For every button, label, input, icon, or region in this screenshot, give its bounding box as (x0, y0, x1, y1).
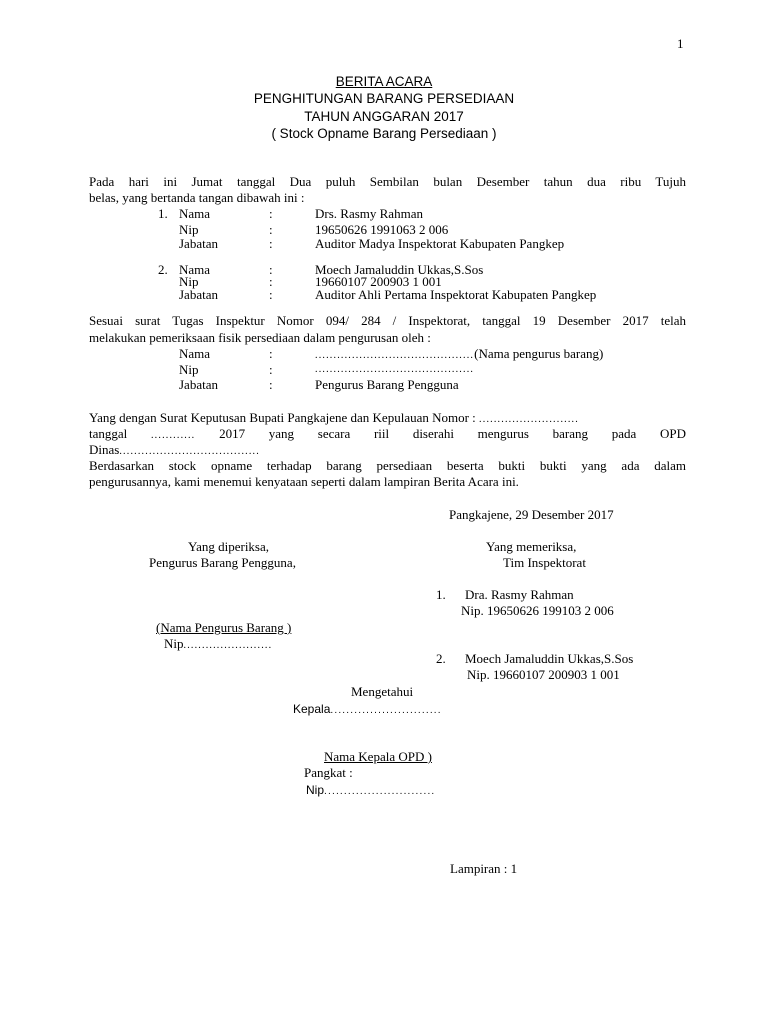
jabatan-label: Jabatan (179, 287, 218, 302)
official-jabatan: Auditor Madya Inspektorat Kabupaten Pangkep (315, 236, 565, 251)
pengurus-nip: Nip........................ (164, 636, 273, 651)
colon: : (269, 236, 273, 251)
member-name: Dra. Rasmy Rahman (465, 587, 574, 602)
kepala-nip: Nip............................ (306, 783, 436, 797)
memeriksa-title: Yang memeriksa, (486, 539, 577, 554)
colon: : (269, 274, 273, 289)
official-nip: 19660107 200903 1 001 (315, 274, 442, 289)
colon: : (269, 222, 273, 237)
doc-stock-opname: ( Stock Opname Barang Persediaan ) (271, 126, 497, 141)
official-jabatan: Auditor Ahli Pertama Inspektorat Kabupaten Pangkep (315, 287, 597, 302)
lampiran: Lampiran : 1 (450, 861, 518, 876)
member-nip: Nip. 19650626 199103 2 006 (461, 603, 614, 618)
colon: : (269, 377, 273, 392)
jabatan-label: Jabatan (179, 236, 218, 251)
pengurus-name-field: ...........................................(Nama pengurus barang) (315, 346, 604, 361)
colon: : (269, 262, 273, 277)
nama-label: Nama (179, 262, 211, 277)
official-nip: 19650626 1991063 2 006 (315, 222, 449, 237)
member-number: 1. (436, 587, 446, 602)
intro-line-2: belas, yang bertanda tangan dibawah ini : (89, 190, 305, 205)
official-name: Moech Jamaluddin Ukkas,S.Sos (315, 262, 484, 277)
diperiksa-role: Pengurus Barang Pengguna, (149, 555, 296, 570)
nama-label: Nama (179, 346, 211, 361)
nip-label: Nip (179, 362, 199, 377)
memeriksa-role: Tim Inspektorat (503, 555, 586, 570)
nama-label: Nama (179, 206, 211, 221)
kepala-pangkat: Pangkat : (304, 765, 353, 780)
stock-line-2: pengurusannya, kami menemui kenyataan seperti dalam lampiran Berita Acara ini. (89, 474, 519, 489)
sk-line-1: Yang dengan Surat Keputusan Bupati Pangkajene dan Kepulauan Nomor : ........................... (89, 410, 579, 425)
intro-line-1: Pada hari ini Jumat tanggal Dua puluh Sembilan bulan Desember tahun dua ribu Tujuh (89, 174, 686, 189)
sk-line-2: tanggal ............ 2017 yang secara riil diserahi mengurus barang pada OPD (89, 426, 686, 441)
jabatan-label: Jabatan (179, 377, 218, 392)
sk-line-3: Dinas...................................... (89, 442, 260, 457)
colon: : (269, 287, 273, 302)
pengurus-nip-field: ........................................... (315, 364, 475, 375)
pengurus-jabatan: Pengurus Barang Pengguna (315, 377, 459, 392)
tugas-line-2: melakukan pemeriksaan fisik persediaan dalam pengurusan oleh : (89, 330, 431, 345)
official-number: 1. (158, 206, 168, 221)
doc-title: BERITA ACARA (335, 74, 433, 89)
member-nip: Nip. 19660107 200903 1 001 (467, 667, 620, 682)
kepala-line: Kepala............................ (293, 702, 442, 716)
doc-year: TAHUN ANGGARAN 2017 (304, 109, 464, 124)
mengetahui-title: Mengetahui (351, 684, 414, 699)
nip-label: Nip (179, 222, 199, 237)
kepala-name: Nama Kepala OPD ) (324, 749, 432, 764)
official-number: 2. (158, 262, 168, 277)
pengurus-name: (Nama Pengurus Barang ) (156, 620, 292, 635)
nip-label: Nip (179, 274, 199, 289)
colon: : (269, 362, 273, 377)
page-number: 1 (677, 36, 684, 51)
colon: : (269, 206, 273, 221)
stock-line-1: Berdasarkan stock opname terhadap barang persediaan beserta bukti bukti yang ada dalam (89, 458, 686, 473)
colon: : (269, 346, 273, 361)
member-number: 2. (436, 651, 446, 666)
tugas-line-1: Sesuai surat Tugas Inspektur Nomor 094/ 284 / Inspektorat, tanggal 19 Desember 2017 telah (89, 313, 686, 328)
member-name: Moech Jamaluddin Ukkas,S.Sos (465, 651, 634, 666)
place-date: Pangkajene, 29 Desember 2017 (449, 507, 614, 522)
official-name: Drs. Rasmy Rahman (315, 206, 423, 221)
diperiksa-title: Yang diperiksa, (188, 539, 270, 554)
doc-subtitle: PENGHITUNGAN BARANG PERSEDIAAN (253, 91, 515, 106)
